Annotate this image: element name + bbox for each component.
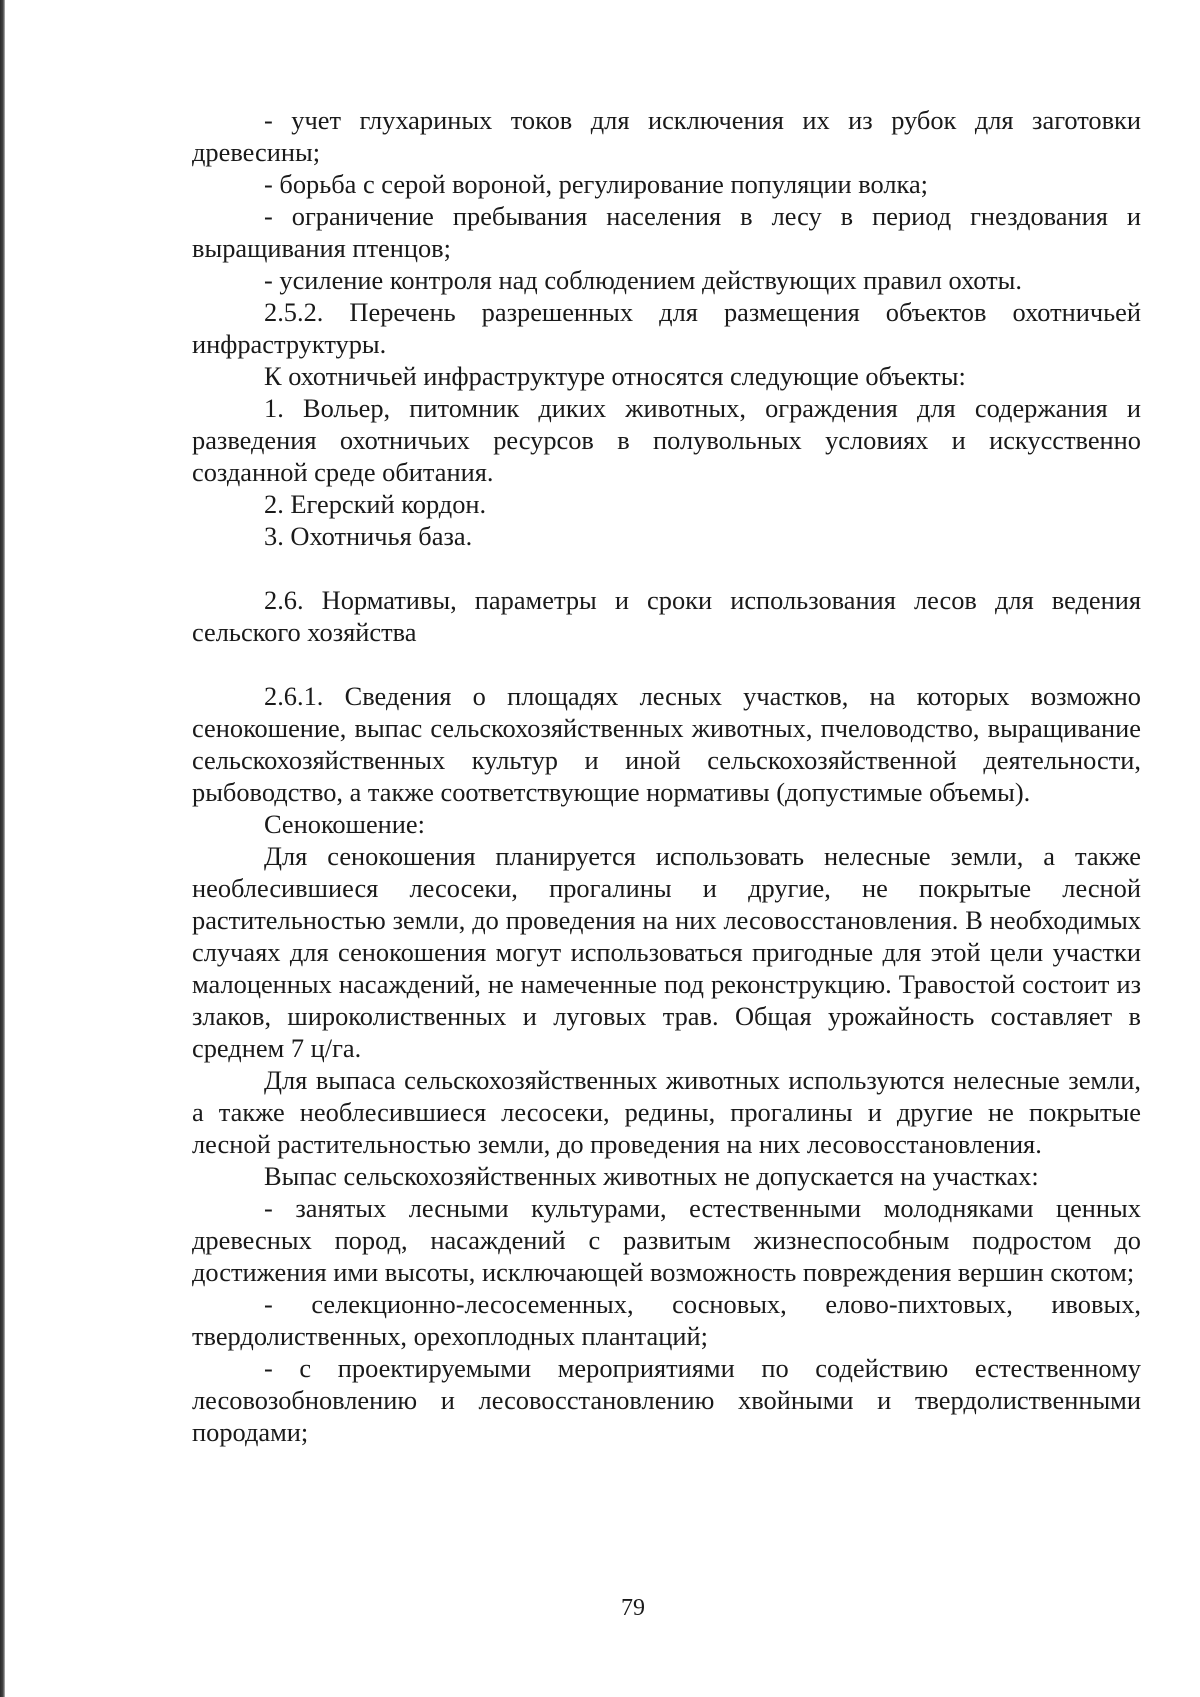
list-item-aviary: 1. Вольер, питомник диких животных, ограждения для содержания и разведения охотничьих ресурсов в полувольных условиях и искусственно созданной среде обитания. — [192, 393, 1141, 487]
list-item-regeneration: - с проектируемыми мероприятиями по содействию естественному лесовозобновлению и лесовосстановлению хвойными и твердолиственными породами; — [192, 1353, 1141, 1447]
paragraph-crow-wolf-control: - борьба с серой вороной, регулирование популяции волка; — [264, 169, 929, 199]
list-item-hunting-base: 3. Охотничья база. — [264, 521, 473, 551]
section-2-5-2: 2.5.2. Перечень разрешенных для размещения объектов охотничьей инфраструктуры. — [192, 297, 1141, 359]
list-item-forest-cultures: - занятых лесными культурами, естественными молодняками ценных древесных пород, насаждений с развитым жизнеспособным подростом до достижения ими высоты, исключающей возможность повреждения вершин скотом; — [192, 1193, 1141, 1287]
paragraph-grazing: Для выпаса сельскохозяйственных животных используются нелесные земли, а также необлесившиеся лесосеки, редины, прогалины и другие не покрытые лесной растительностью земли, до проведения на них лесовосстановления. — [192, 1065, 1141, 1159]
page-number: 79 — [621, 1595, 645, 1621]
paragraph-haymaking: Для сенокошения планируется использовать нелесные земли, а также необлесившиеся лесосеки, прогалины и другие, не покрытые лесной растительностью земли, до проведения на них лесовосстановления. В необходимых случаях для сенокошения могут использоваться пригодные для этой цели участки малоценных насаждений, не намеченные под реконструкцию. Травостой состоит из злаков, широколиственных и луговых трав. Общая урожайность составляет в среднем 7 ц/га. — [192, 841, 1141, 1063]
section-2-6-1: 2.6.1. Сведения о площадях лесных участков, на которых возможно сенокошение, выпас сельскохозяйственных животных, пчеловодство, выращивание сельскохозяйственных культур и иной сельскохозяйственной деятельности, рыбоводство, а также соответствующие нормативы (допустимые объемы). — [192, 681, 1141, 807]
scan-edge — [0, 0, 5, 1697]
paragraph-grazing-prohibited: Выпас сельскохозяйственных животных не допускается на участках: — [264, 1161, 1039, 1191]
paragraph-limit-visits: - ограничение пребывания населения в лесу в период гнездования и выращивания птенцов; — [192, 201, 1141, 263]
spacer — [192, 648, 1141, 680]
document-page — [192, 104, 1141, 1448]
list-item-plantations: - селекционно-лесосеменных, сосновых, елово-пихтовых, ивовых, твердолиственных, орехоплодных плантаций; — [192, 1289, 1141, 1351]
list-item-ranger-cordon: 2. Егерский кордон. — [264, 489, 487, 519]
paragraph-infrastructure-intro: К охотничьей инфраструктуре относятся следующие объекты: — [264, 361, 966, 391]
section-heading-2-6: 2.6. Нормативы, параметры и сроки использования лесов для ведения сельского хозяйства — [192, 585, 1141, 647]
paragraph-hunting-rules-control: - усиление контроля над соблюдением действующих правил охоты. — [264, 265, 1022, 295]
subheading-haymaking: Сенокошение: — [264, 809, 425, 839]
paragraph-grouse-leks: - учет глухариных токов для исключения их из рубок для заготовки древесины; — [192, 105, 1141, 167]
spacer — [192, 552, 1141, 584]
